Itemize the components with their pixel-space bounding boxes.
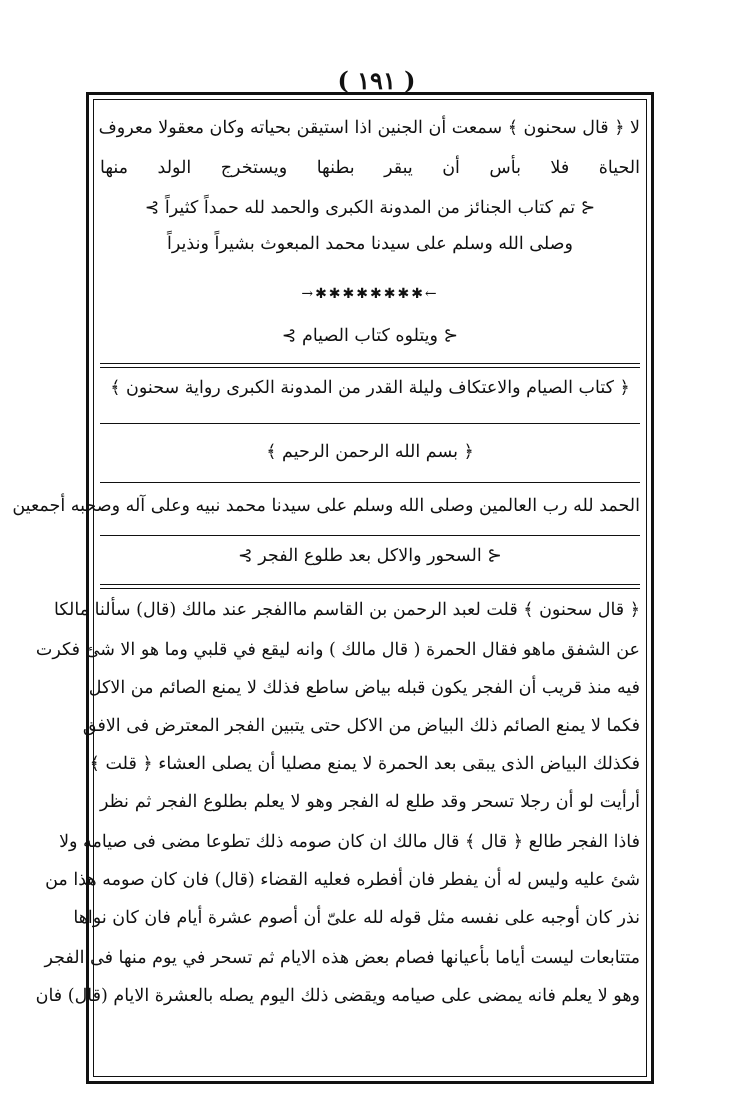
text-line: شئ عليه وليس له أن يفطر فان أفطره فعليه القضاء (قال) فان كان صومه هذا من [45,870,640,890]
book-title: ﴿ كتاب الصيام والاعتكاف وليلة القدر من المدونة الكبرى رواية سحنون ﴾ [110,378,630,398]
page-content [12,108,640,1070]
text-line: أرأيت لو أن رجلا تسحر وقد طلع له الفجر وهو لا يعلم بطلوع الفجر ثم نظر [100,792,640,812]
text-line: فكذلك البياض الذى يبقى بعد الحمرة لا يمنع مصليا أن يصلى العشاء ﴿ قلت ﴾ [89,754,640,774]
ornament-divider: →✱✱✱✱✱✱✱✱← [301,286,439,302]
text-line: الحياة فلا بأس أن يبقر بطنها ويستخرج الولد منها [100,158,640,178]
divider [100,482,640,483]
text-line: عن الشفق ماهو فقال الحمرة ( قال مالك ) وانه ليقع في قلبي وما هو الا شئ فكرت [35,640,640,660]
text-line: وهو لا يعلم فانه يمضى على صيامه ويقضى ذلك اليوم يصله بالعشرة الايام (قال) فان [35,986,640,1006]
section-end-heading: ⊰ تم كتاب الجنائز من المدونة الكبرى والحمد لله حمداً كثيراً ⊱ [144,198,596,218]
basmala: ﴿ بسم الله الرحمن الرحيم ﴾ [266,442,474,462]
text-line: متتابعات ليست أياما بأعيانها فصام بعض هذه الايام ثم تسحر في يوم منها فى الفجر [44,948,640,968]
page-number: ( ١٩١ ) [337,66,416,95]
text-line: لا ﴿ قال سحنون ﴾ سمعت أن الجنين اذا استيقن بحياته وكان معقولا معروف [98,118,640,138]
next-book-heading: ⊰ ويتلوه كتاب الصيام ⊱ [281,326,459,346]
text-line: نذر كان أوجبه على نفسه مثل قوله لله علىّ أن أصوم عشرة أيام فان كان نواها [73,908,640,928]
text-line: فاذا الفجر طالع ﴿ قال ﴾ قال مالك ان كان صومه ذلك تطوعا مضى فى صيامه ولا [59,832,640,852]
text-line: فكما لا يمنع الصائم ذلك البياض من الاكل حتى يتبين الفجر المعترض فى الافق [82,716,640,736]
divider [100,584,640,589]
text-line: الحمد لله رب العالمين وصلى الله وسلم على سيدنا محمد نبيه وعلى آله وصحبه أجمعين [12,496,640,516]
text-line: ﴿ قال سحنون ﴾ قلت لعبد الرحمن بن القاسم ماالفجر عند مالك (قال) سألنا مالكا [54,600,640,620]
text-line: فيه منذ قريب أن الفجر يكون قبله بياض ساطع فذلك لا يمنع الصائم من الاكل [88,678,640,698]
divider [100,363,640,368]
text-line: وصلى الله وسلم على سيدنا محمد المبعوث بشيراً ونذيراً [167,234,573,254]
chapter-heading: ⊰ السحور والاكل بعد طلوع الفجر ⊱ [238,546,502,566]
divider [100,423,640,424]
divider [100,535,640,536]
